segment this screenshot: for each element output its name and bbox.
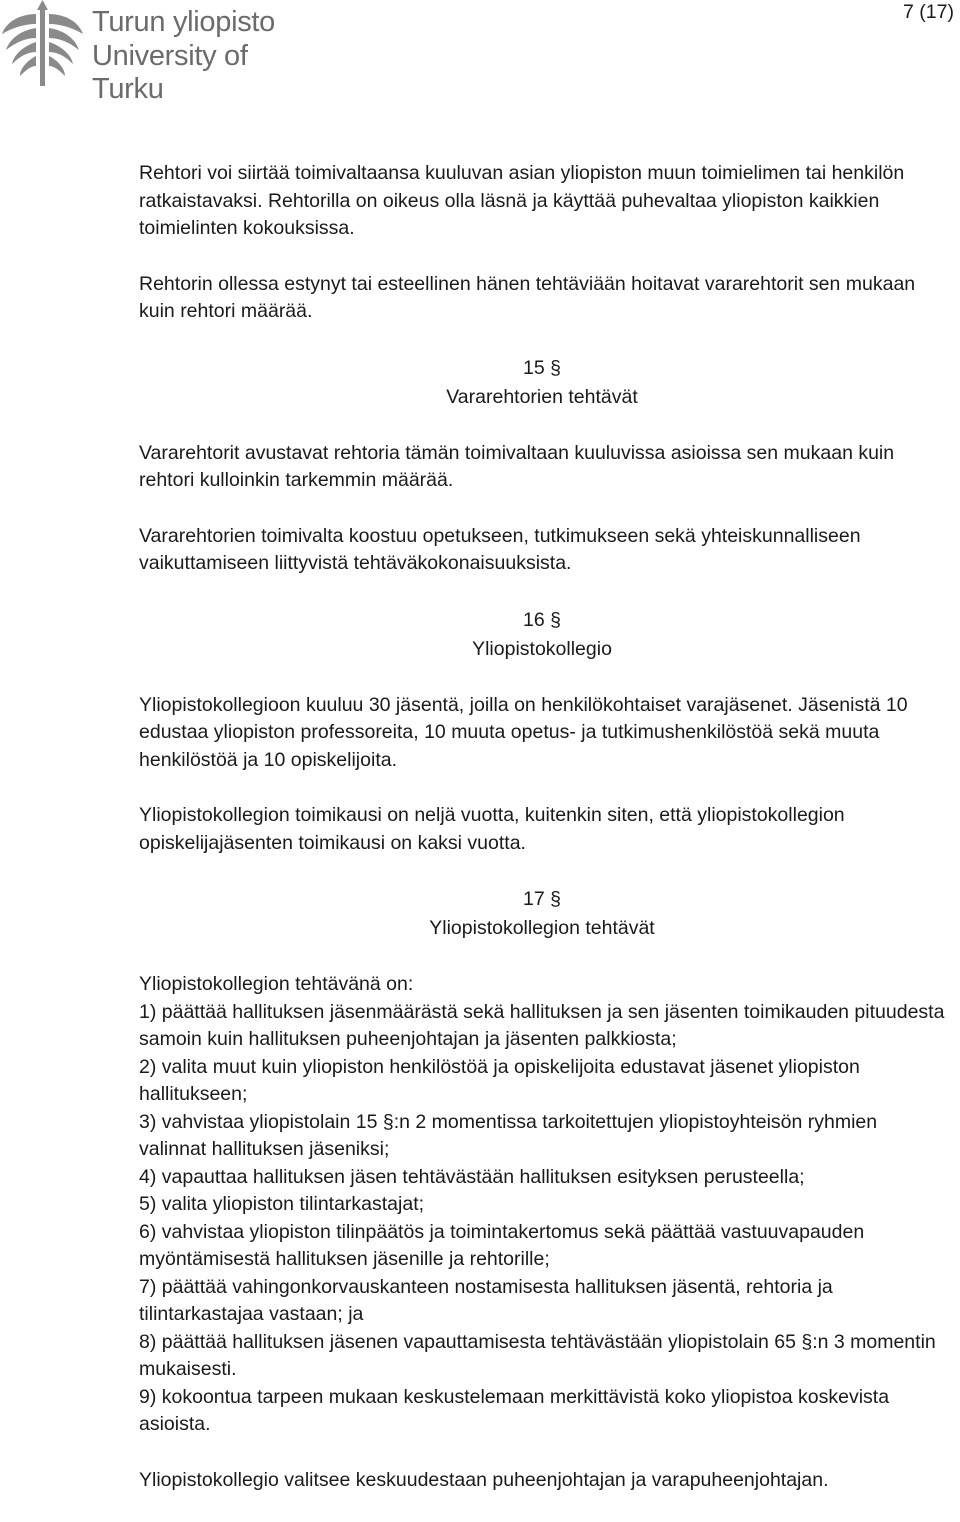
logo-text-english: University of Turku: [92, 40, 248, 105]
document-body: [139, 160, 945, 1522]
university-logo: [0, 0, 320, 105]
list-item: 4) vapauttaa hallituksen jäsen tehtävästään hallituksen esityksen perusteella;: [139, 1165, 805, 1188]
list-item: 6) vahvistaa yliopiston tilinpäätös ja toimintakertomus sekä päättää vastuuvapauden myöntämisestä hallituksen jäsenille ja rehtorille;: [139, 1220, 865, 1270]
section-title: Yliopistokollegion tehtävät: [429, 917, 655, 939]
section-number: 16 §: [523, 608, 561, 631]
page-number: 7 (17): [903, 1, 954, 23]
paragraph: Yliopistokollegion toimikausi on neljä vuotta, kuitenkin siten, että yliopistokollegion opiskelijajäsenten toimikausi on kaksi vuotta.: [139, 804, 845, 854]
paragraph: Yliopistokollegio valitsee keskuudestaan puheenjohtajan ja varapuheenjohtajan.: [139, 1468, 829, 1491]
list-item: 9) kokoontua tarpeen mukaan keskustelemaan merkittävistä koko yliopistoa koskevista asioista.: [139, 1385, 890, 1435]
list-item: 8) päättää hallituksen jäsenen vapauttamisesta tehtävästään yliopistolain 65 §:n 3 momentin mukaisesti.: [139, 1330, 936, 1380]
duties-list: [139, 999, 945, 1439]
list-intro: Yliopistokollegion tehtävänä on:: [139, 973, 414, 995]
section-heading-17: [139, 885, 945, 943]
logo-text-finnish: Turun yliopisto: [92, 6, 276, 38]
list-item: 1) päättää hallituksen jäsenmäärästä sekä hallituksen ja sen jäsenten toimikauden pituudesta samoin kuin hallituksen puheenjohtajan ja jäsenten palkkiosta;: [139, 1000, 945, 1050]
paragraph: Yliopistokollegioon kuuluu 30 jäsentä, joilla on henkilökohtaiset varajäsenet. Jäsenistä 10 edustaa yliopiston professoreita, 10 muuta opetus- ja tutkimushenkilöstöä sekä muuta henkilöstöä ja 10 opiskelijoita.: [139, 693, 908, 771]
list-item: 3) vahvistaa yliopistolain 15 §:n 2 momentissa tarkoitettujen yliopistoyhteisön ryhmien valinnat hallituksen jäseniksi;: [139, 1110, 878, 1160]
list-item: 2) valita muut kuin yliopiston henkilöstöä ja opiskelijoita edustavat jäsenet yliopiston hallitukseen;: [139, 1055, 860, 1105]
paragraph: Vararehtorit avustavat rehtoria tämän toimivaltaan kuuluvissa asioissa sen mukaan kuin rehtori kulloinkin tarkemmin määrää.: [139, 441, 895, 491]
paragraph: Rehtorin ollessa estynyt tai esteellinen hänen tehtäviään hoitavat vararehtorit sen mukaan kuin rehtori määrää.: [139, 272, 916, 322]
section-heading-15: [139, 354, 945, 412]
list-item: 5) valita yliopiston tilintarkastajat;: [139, 1193, 425, 1215]
paragraph: Rehtori voi siirtää toimivaltaansa kuuluvan asian yliopiston muun toimielimen tai henkilön ratkaistavaksi. Rehtorilla on oikeus olla läsnä ja käyttää puhevaltaa yliopiston kaikkien toimielinten kokouksissa.: [139, 162, 905, 239]
section-number: 15 §: [523, 356, 561, 379]
section-heading-16: [139, 606, 945, 664]
section-title: Vararehtorien tehtävät: [446, 385, 638, 408]
list-item: 7) päättää vahingonkorvauskanteen nostamisesta hallituksen jäsentä, rehtoria ja tilintarkastajaa vastaan; ja: [139, 1275, 833, 1325]
section-number: 17 §: [523, 888, 561, 910]
section-title: Yliopistokollegio: [472, 637, 612, 660]
university-emblem-icon: [0, 0, 86, 90]
paragraph: Vararehtorien toimivalta koostuu opetukseen, tutkimukseen sekä yhteiskunnalliseen vaikuttamiseen liittyvistä tehtäväkokonaisuuksista.: [139, 524, 861, 574]
